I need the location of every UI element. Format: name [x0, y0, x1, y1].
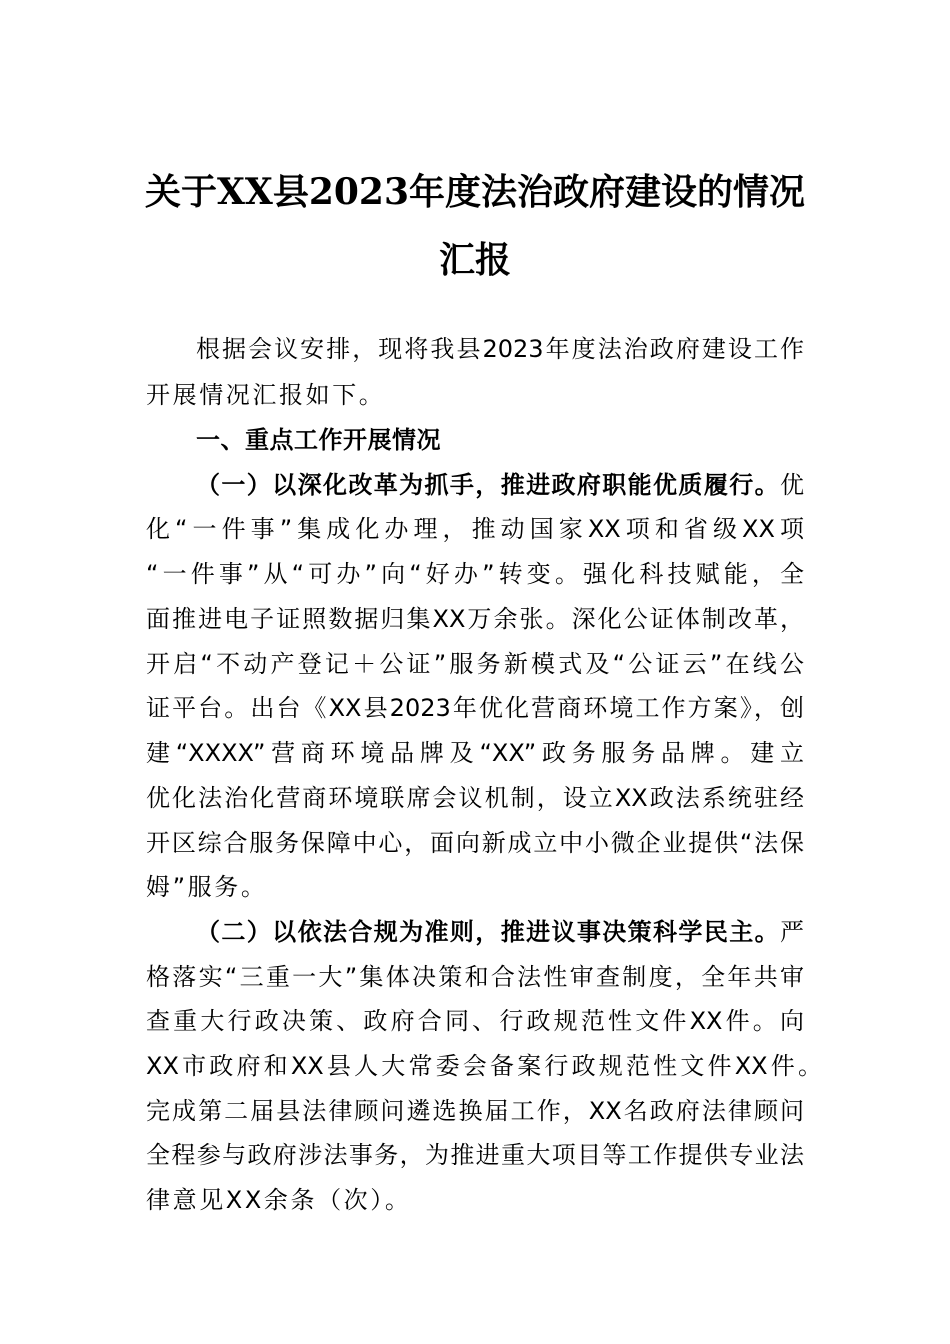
subsection-1-line: 建“XXXX”营商环境品牌及“XX”政务服务品牌。建立 [146, 739, 804, 767]
section-1-heading: 一、重点工作开展情况 [196, 426, 441, 454]
subsection-1-line: 开区综合服务保障中心，面向新成立中小微企业提供“法保 [146, 829, 804, 857]
subsection-1-line: 开启“不动产登记＋公证”服务新模式及“公证云”在线公 [146, 650, 804, 678]
subsection-2-line: 查重大行政决策、政府合同、行政规范性文件XX件。向 [146, 1007, 804, 1035]
subsection-2-line: XX市政府和XX县人大常委会备案行政规范性文件XX件。 [146, 1052, 822, 1080]
subsection-1-first-line-rest: 优 [780, 471, 804, 499]
subsection-2-first-line [196, 917, 804, 947]
subsection-1-line: 证平台。出台《XX县2023年优化营商环境工作方案》，创 [146, 694, 804, 722]
subsection-2-line: 律意见XX余条（次）。 [146, 1186, 412, 1214]
subsection-2-first-line-rest: 严 [780, 918, 804, 946]
subsection-2-line: 格落实“三重一大”集体决策和合法性审查制度，全年共审 [146, 963, 804, 991]
subsection-1-line: “一件事”从“可办”向“好办”转变。强化科技赋能，全 [146, 560, 804, 588]
subsection-1-first-line [196, 470, 804, 500]
subsection-2-line: 全程参与政府涉法事务，为推进重大项目等工作提供专业法 [146, 1141, 804, 1169]
subsection-1-line: 姆”服务。 [146, 873, 268, 901]
subsection-1-line: 面推进电子证照数据归集XX万余张。深化公证体制改革， [146, 605, 804, 633]
intro-line-2: 开展情况汇报如下。 [146, 381, 386, 409]
subsection-1-line: 化“一件事”集成化办理，推动国家XX项和省级XX项 [146, 515, 804, 543]
document-title-line-2: 汇报 [438, 239, 511, 281]
intro-line-1: 根据会议安排，现将我县2023年度法治政府建设工作 [196, 335, 804, 363]
subsection-1-heading: （一）以深化改革为抓手，推进政府职能优质履行。 [196, 471, 780, 499]
subsection-2-heading: （二）以依法合规为准则，推进议事决策科学民主。 [196, 918, 780, 946]
subsection-2-line: 完成第二届县法律顾问遴选换届工作，XX名政府法律顾问 [146, 1097, 804, 1125]
subsection-1-line: 优化法治化营商环境联席会议机制，设立XX政法系统驻经 [146, 784, 804, 812]
document-title-line-1: 关于XX县2023年度法治政府建设的情况 [144, 171, 806, 213]
